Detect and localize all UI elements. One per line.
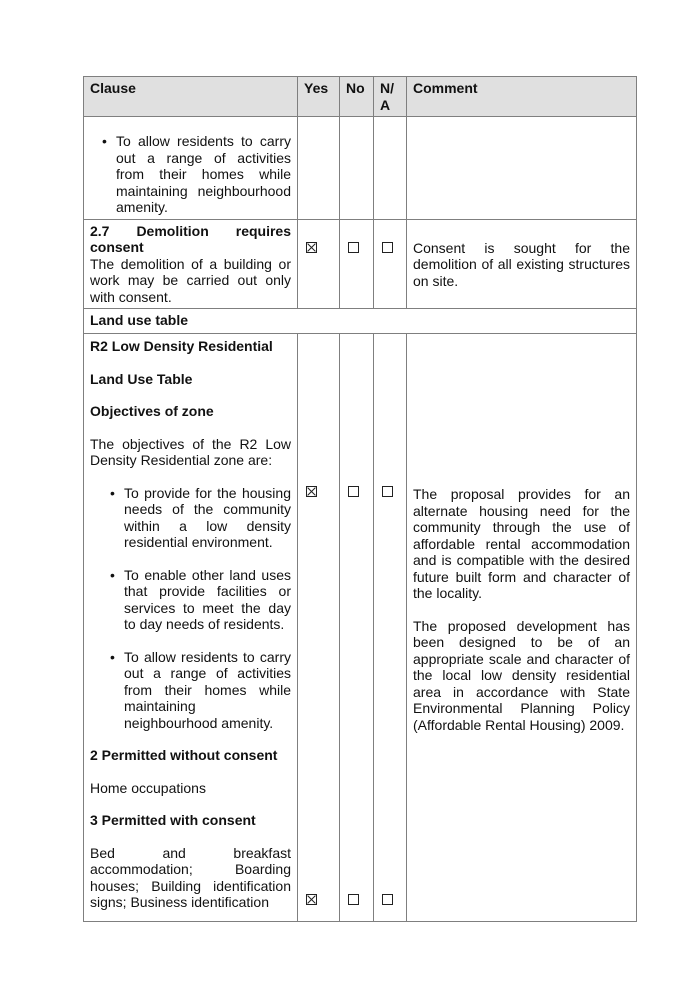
land-use-heading: Land Use Table bbox=[90, 370, 193, 387]
bullet-icon: • bbox=[110, 648, 115, 665]
objective-item bbox=[90, 485, 291, 551]
permitted-without-text: Home occupations bbox=[90, 779, 206, 796]
no-checkbox-icon bbox=[348, 894, 359, 905]
compliance-table bbox=[83, 76, 637, 922]
bullet-item bbox=[90, 133, 291, 216]
comment-cell bbox=[407, 219, 637, 309]
permitted-with-text: Bed and breakfast accommodation; Boarding houses; Building identification signs; Business identification bbox=[90, 844, 291, 910]
header-row bbox=[84, 77, 637, 117]
comment-paragraph: The proposal provides for an alternate housing need for the community through the use of affordable rental accommodation and is compatible with the desired future built form and character of the locality. bbox=[413, 486, 630, 601]
table-row bbox=[84, 117, 637, 220]
clause-title: 2.7 Demolition requires consent bbox=[90, 222, 291, 255]
na-checkbox-icon bbox=[382, 894, 393, 905]
bullet-icon: • bbox=[110, 484, 115, 501]
yes-checkbox-icon bbox=[306, 894, 317, 905]
table-row bbox=[84, 219, 637, 309]
header-na bbox=[374, 77, 407, 117]
comment-cell bbox=[407, 334, 637, 922]
section-row bbox=[84, 309, 637, 334]
objective-text: To provide for the housing needs of the community within a low density residential environment. bbox=[124, 484, 291, 550]
table-row bbox=[84, 334, 637, 922]
objectives-intro: The objectives of the R2 Low Density Residential zone are: bbox=[90, 435, 291, 468]
section-title: Land use table bbox=[84, 309, 637, 334]
no-checkbox-icon bbox=[348, 486, 359, 497]
permitted-without-heading: 2 Permitted without consent bbox=[90, 747, 278, 763]
bullet-icon: • bbox=[102, 133, 107, 149]
no-checkbox-icon bbox=[348, 242, 359, 253]
na-checkbox-icon bbox=[382, 486, 393, 497]
objective-item bbox=[90, 567, 291, 633]
header-na-line2: A bbox=[380, 96, 391, 113]
bullet-text: To allow residents to carry out a range of activities from their homes while maintaining neighbourhood amenity. bbox=[116, 133, 291, 215]
zone-title: R2 Low Density Residential bbox=[90, 338, 273, 354]
header-no: No bbox=[340, 77, 374, 117]
header-na-line1: N/ bbox=[380, 80, 394, 96]
objective-item bbox=[90, 649, 291, 732]
header-comment: Comment bbox=[407, 77, 637, 117]
na-checkbox-icon bbox=[382, 242, 393, 253]
header-clause: Clause bbox=[84, 77, 298, 117]
bullet-icon: • bbox=[110, 566, 115, 583]
objective-text: To enable other land uses that provide facilities or services to meet the day to day needs of residents. bbox=[124, 566, 291, 632]
yes-checkbox-icon bbox=[306, 486, 317, 497]
permitted-with-heading: 3 Permitted with consent bbox=[90, 812, 256, 828]
comment-text: Consent is sought for the demolition of all existing structures on site. bbox=[413, 239, 630, 289]
yes-checkbox-icon bbox=[306, 242, 317, 253]
clause-body: The demolition of a building or work may be carried out only with consent. bbox=[90, 255, 291, 305]
comment-paragraph: The proposed development has been designed to be of an appropriate scale and character of the local low density residential area in accordance with State Environmental Planning Policy (Affordable Rental Housing) 2009. bbox=[413, 617, 630, 733]
objective-text: To allow residents to carry out a range of activities from their homes while maintaining neighbourhood amenity. bbox=[124, 648, 291, 731]
objectives-heading: Objectives of zone bbox=[90, 403, 214, 419]
header-yes: Yes bbox=[298, 77, 340, 117]
